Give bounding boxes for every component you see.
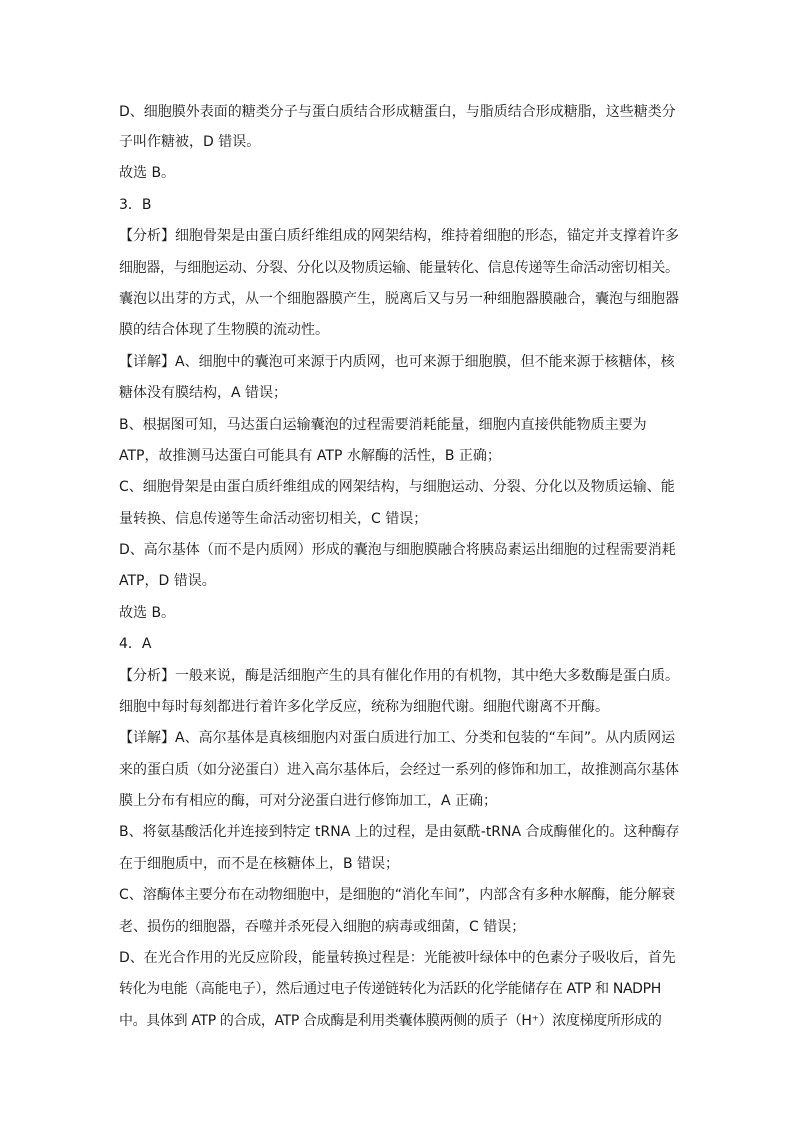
text-line: 老、损伤的细胞器，吞噬并杀死侵入细胞的病毒或细菌，C 错误； xyxy=(119,919,526,935)
question-number: 3．B xyxy=(119,197,152,213)
text-line: D、高尔基体（而不是内质网）形成的囊泡与细胞膜融合将胰岛素运出细胞的过程需要消耗 xyxy=(119,542,676,558)
text-line: D、在光合作用的光反应阶段，能量转换过程是：光能被叶绿体中的色素分子吸收后，首先 xyxy=(119,950,676,966)
text-line: 【分析】细胞骨架是由蛋白质纤维组成的网架结构，维持着细胞的形态，锚定并支撑着许多 xyxy=(119,228,679,244)
text-line: B、根据图可知，马达蛋白运输囊泡的过程需要消耗能量，细胞内直接供能物质主要为 xyxy=(119,417,647,433)
question-number: 4．A xyxy=(119,636,152,652)
text-line: 细胞中每时每刻都进行着许多化学反应，统称为细胞代谢。细胞代谢离不开酶。 xyxy=(119,699,609,715)
text-line: 子叫作糖被，D 错误。 xyxy=(119,134,261,150)
text-line: 膜上分布有相应的酶，可对分泌蛋白进行修饰加工，A 正确； xyxy=(119,793,498,809)
text-line: 中。具体到 ATP 的合成，ATP 合成酶是利用类囊体膜两侧的质子（H⁺）浓度梯度所形成的 xyxy=(119,1013,662,1029)
text-line: 【详解】A、高尔基体是真核细胞内对蛋白质进行加工、分类和包装的“车间”。从内质网运 xyxy=(119,730,676,746)
text-line: 膜的结合体现了生物膜的流动性。 xyxy=(119,322,329,338)
text-line: 故选 B。 xyxy=(119,605,176,621)
text-line: 【分析】一般来说，酶是活细胞产生的具有催化作用的有机物，其中绝大多数酶是蛋白质。 xyxy=(119,668,679,684)
text-line: 量转换、信息传递等生命活动密切相关，C 错误； xyxy=(119,511,428,527)
text-line: 【详解】A、细胞中的囊泡可来源于内质网，也可来源于细胞膜，但不能来源于核糖体，核 xyxy=(119,354,675,370)
text-line: 故选 B。 xyxy=(119,165,176,181)
text-line: C、细胞骨架是由蛋白质纤维组成的网架结构，与细胞运动、分裂、分化以及物质运输、能 xyxy=(119,479,675,495)
text-line: 在于细胞质中，而不是在核糖体上，B 错误； xyxy=(119,856,400,872)
text-line: B、将氨基酸活化并连接到特定 tRNA 上的过程，是由氨酰-tRNA 合成酶催化的。这种酶存 xyxy=(119,824,680,840)
text-line: 糖体没有膜结构，A 错误； xyxy=(119,385,288,401)
text-line: ATP，D 错误。 xyxy=(119,573,216,589)
text-line: ATP，故推测马达蛋白可能具有 ATP 水解酶的活性，B 正确； xyxy=(119,448,501,464)
text-line: 细胞器，与细胞运动、分裂、分化以及物质运输、能量转化、信息传递等生命活动密切相关。 xyxy=(119,260,679,276)
text-line: D、细胞膜外表面的糖类分子与蛋白质结合形成糖蛋白，与脂质结合形成糖脂，这些糖类分 xyxy=(119,104,676,120)
text-line: 来的蛋白质（如分泌蛋白）进入高尔基体后，会经过一系列的修饰和加工，故推测高尔基体 xyxy=(119,762,679,778)
text-line: C、溶酶体主要分布在动物细胞中，是细胞的“消化车间”，内部含有多种水解酶，能分解衰 xyxy=(119,887,676,903)
text-line: 囊泡以出芽的方式，从一个细胞器膜产生，脱离后又与另一种细胞器膜融合，囊泡与细胞器 xyxy=(119,291,679,307)
text-line: 转化为电能（高能电子），然后通过电子传递链转化为活跃的化学能储存在 ATP 和 NADPH xyxy=(119,981,661,997)
